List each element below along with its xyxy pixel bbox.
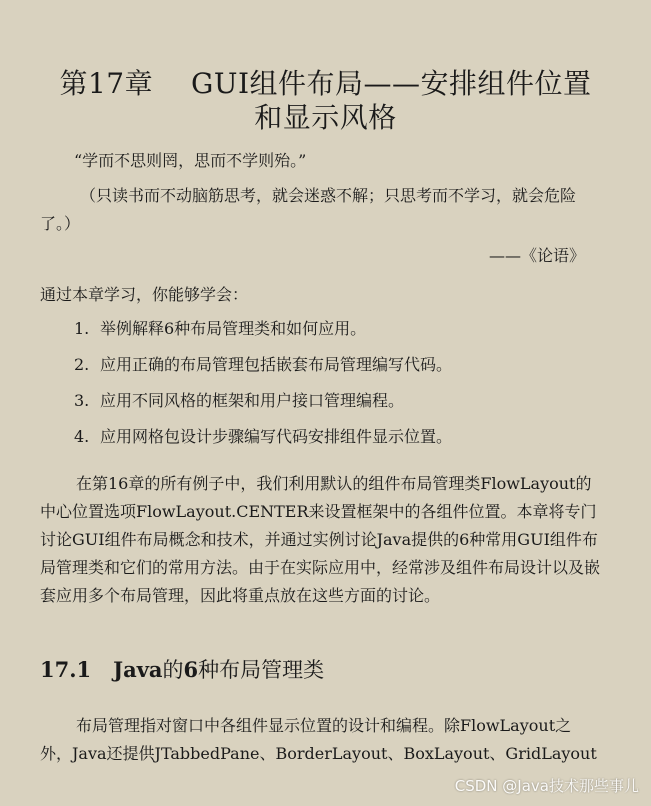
objective-item [74, 426, 452, 462]
objectives-list [74, 318, 452, 462]
section-title-part: Java [113, 657, 163, 682]
objective-text: 应用正确的布局管理包括嵌套布局管理编写代码。 [100, 355, 453, 374]
objective-number: 1. [74, 319, 90, 338]
section-number: 17.1 [40, 657, 92, 682]
section-title [113, 658, 324, 682]
objective-text: 应用网格包设计步骤编写代码安排组件显示位置。 [100, 427, 453, 446]
source-watermark: CSDN @Java技术那些事儿 [454, 777, 639, 795]
objectives-intro: 通过本章学习，你能够学会： [40, 285, 249, 304]
section-title-part: 的 [162, 658, 184, 682]
section-title-part: 种布局管理类 [198, 658, 325, 682]
objective-text: 应用不同风格的框架和用户接口管理编程。 [100, 391, 405, 410]
epigraph-quote: “学而不思则罔，思而不学则殆。” [74, 151, 307, 170]
chapter-title [0, 66, 651, 136]
objective-number: 3. [74, 391, 90, 410]
objective-number: 2. [74, 355, 90, 374]
chapter-title-line2: 和显示风格 [254, 101, 397, 134]
objective-item [74, 390, 452, 426]
body-paragraph: 在第16章的所有例子中，我们利用默认的组件布局管理类FlowLayout的中心位置选项FlowLayout.CENTER来设置框架中的各组件位置。本章将专门讨论GUI组件布局概念和技术，并通过实例讨论Java提供的6种常用GUI组件布局管理类和它们的常用方法。由于在实际应用中，经常涉及组件布局设计以及嵌套应用多个布局管理，因此将重点放在这些方面的讨论。 [40, 474, 601, 605]
section-title-part: 6 [183, 657, 199, 682]
chapter-title-line1: 第17章 GUI组件布局——安排组件位置 [59, 67, 592, 100]
section-paragraph: 布局管理指对窗口中各组件显示位置的设计和编程。除FlowLayout之外，Java还提供JTabbedPane、BorderLayout、BoxLayout、GridLayout [40, 716, 597, 763]
objective-number: 4. [74, 427, 90, 446]
objective-text: 举例解释6种布局管理类和如何应用。 [100, 319, 367, 338]
objective-item [74, 354, 452, 390]
epigraph-attribution: ——《论语》 [488, 246, 585, 265]
objective-item [74, 318, 452, 354]
epigraph-explanation: （只读书而不动脑筋思考，就会迷惑不解；只思考而不学习，就会危险了。） [40, 186, 577, 233]
section-heading [40, 656, 324, 684]
